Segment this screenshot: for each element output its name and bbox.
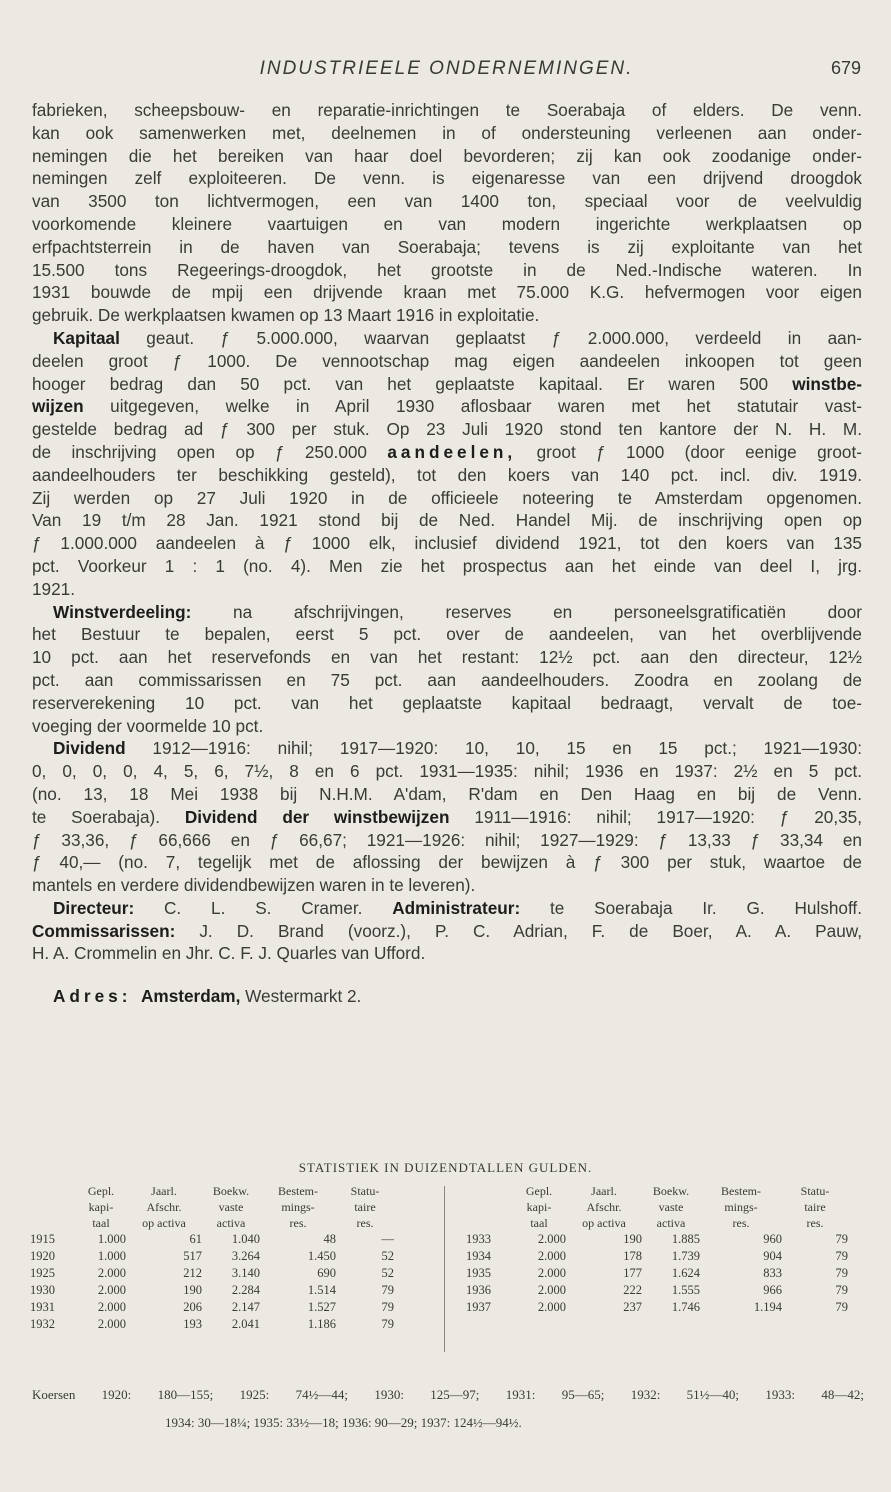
administrateur-heading: Administrateur: — [392, 897, 521, 918]
year-cell: 1935 — [466, 1266, 491, 1280]
value-cell: 52 — [381, 1266, 394, 1280]
column-header: op activa — [142, 1216, 186, 1230]
header-year-blank — [466, 1199, 512, 1215]
header-year-blank — [30, 1215, 76, 1231]
value-cell: 1.555 — [671, 1283, 700, 1297]
text-line: ƒ 1.000.000 aandeelen à ƒ 1000 elk, inclusief dividend 1921, tot den koers van 135 — [32, 533, 862, 554]
table-row — [466, 1231, 848, 1248]
koersen-line: 1934: 30—18¼; 1935: 33½—18; 1936: 90—29; 1937: 124½—94½. — [165, 1415, 522, 1430]
value-cell: 1.514 — [307, 1283, 336, 1297]
column-header: taal — [92, 1216, 110, 1230]
table-row — [466, 1299, 848, 1316]
column-header: res. — [289, 1216, 307, 1230]
text-line: 10 pct. aan het reservefonds en van het restant: 12½ pct. aan den directeur, 12½ — [32, 647, 862, 668]
text-span: hooger bedrag dan 50 pct. van het geplaatste kapitaal. Er waren 500 — [32, 373, 793, 394]
value-cell: 833 — [763, 1266, 782, 1280]
value-cell: 1.186 — [307, 1317, 336, 1331]
value-cell: 690 — [317, 1266, 336, 1280]
column-header: res. — [806, 1216, 824, 1230]
value-cell: 2.000 — [537, 1232, 566, 1246]
text-line: gestelde bedrag ad ƒ 300 per stuk. Op 23 Juli 1920 stond ten kantore der N. H. M. — [32, 419, 862, 440]
year-cell: 1936 — [466, 1283, 491, 1297]
column-header: Afschr. — [586, 1200, 622, 1214]
value-cell: 2.000 — [97, 1317, 126, 1331]
year-cell: 1915 — [30, 1232, 55, 1246]
value-cell: 2.000 — [537, 1249, 566, 1263]
text-span: uitgegeven, welke in April 1930 aflosbaar waren met het statutair vast- — [83, 396, 862, 417]
commissarissen-heading: Commissarissen: — [32, 920, 176, 941]
winstbewijzen-term: winstbe- — [792, 373, 862, 394]
header-year-blank — [466, 1183, 512, 1199]
text-line: fabrieken, scheepsbouw- en reparatie-inrichtingen te Soerabaja of elders. De venn. — [32, 100, 862, 120]
value-cell: 190 — [183, 1283, 202, 1297]
text-line: 1921. — [32, 578, 76, 599]
value-cell: 2.000 — [537, 1283, 566, 1297]
value-cell: 960 — [763, 1232, 782, 1246]
directeur-heading: Directeur: — [53, 897, 135, 918]
value-cell: 904 — [763, 1249, 782, 1263]
text-span: 1912—1916: nihil; 1917—1920: 10, 10, 15 en 15 pct.; 1921—1930: — [125, 738, 862, 759]
text-span: J. D. Brand (voorz.), P. C. Adrian, F. de Boer, A. A. Pauw, — [175, 920, 862, 941]
value-cell: 212 — [183, 1266, 202, 1280]
table-row — [466, 1248, 848, 1265]
value-cell: 1.885 — [671, 1232, 700, 1246]
value-cell: 52 — [381, 1249, 394, 1263]
value-cell: 79 — [381, 1283, 394, 1297]
text-span: groot ƒ 1000 (door eenige groot- — [516, 441, 862, 462]
column-header: vaste — [658, 1200, 684, 1214]
column-header: taire — [804, 1200, 826, 1214]
koersen-line: Koersen 1920: 180—155; 1925: 74½—44; 1930: 125—97; 1931: 95—65; 1932: 51½—40; 1933: 48—42; — [32, 1387, 864, 1402]
text-line: kan ook samenwerken met, deelnemen in of ondersteuning verleenen aan onder- — [32, 122, 862, 143]
value-cell: 2.147 — [231, 1300, 260, 1314]
column-header: activa — [216, 1216, 246, 1230]
text-line: gebruik. De werkplaatsen kwamen op 13 Maart 1916 in exploitatie. — [32, 305, 540, 326]
table-row — [30, 1265, 394, 1282]
header-year-blank — [466, 1215, 512, 1231]
text-line — [32, 806, 862, 829]
value-cell: 2.284 — [231, 1283, 260, 1297]
value-cell: 190 — [623, 1232, 642, 1246]
column-header: taal — [530, 1216, 548, 1230]
table-row — [30, 1231, 394, 1248]
running-title: INDUSTRIEELE ONDERNEMINGEN. — [259, 58, 634, 79]
table-row — [30, 1299, 394, 1316]
value-cell: 2.000 — [97, 1300, 126, 1314]
kapitaal-paragraph-start — [32, 327, 862, 350]
column-header: Afschr. — [146, 1200, 182, 1214]
dividend-winstbewijzen-heading: Dividend der winstbewijzen — [184, 806, 450, 827]
value-cell: 206 — [183, 1300, 202, 1314]
value-cell: 1.450 — [307, 1249, 336, 1263]
column-header: res. — [732, 1216, 750, 1230]
winstverdeeling-heading: Winstverdeeling: — [53, 601, 192, 622]
value-cell: 2.000 — [537, 1300, 566, 1314]
column-header: vaste — [218, 1200, 244, 1214]
value-cell: 1.624 — [671, 1266, 700, 1280]
text-span: te Soerabaja Ir. G. Hulshoff. — [520, 897, 862, 918]
column-header: Statu- — [350, 1184, 380, 1198]
column-header: Boekw. — [212, 1184, 250, 1198]
value-cell: 517 — [183, 1249, 202, 1263]
page-header — [32, 58, 861, 88]
value-cell: 2.000 — [537, 1266, 566, 1280]
column-header: mings- — [281, 1200, 315, 1214]
value-cell: 79 — [381, 1317, 394, 1331]
text-line: pct. Voorkeur 1 : 1 (no. 4). Men zie het prospectus aan het einde van deel I, jrg. — [32, 555, 862, 576]
text-span: C. L. S. Cramer. — [134, 897, 393, 918]
table-row — [30, 1316, 394, 1333]
value-cell: 178 — [623, 1249, 642, 1263]
value-cell: 222 — [623, 1283, 642, 1297]
value-cell: 1.194 — [753, 1300, 782, 1314]
value-cell: 1.527 — [307, 1300, 336, 1314]
column-header: Gepl. — [525, 1184, 553, 1198]
text-line: voeging der voormelde 10 pct. — [32, 715, 264, 736]
year-cell: 1937 — [466, 1300, 491, 1314]
dividend-heading: Dividend — [53, 738, 126, 759]
column-header: Jaarl. — [591, 1184, 617, 1198]
dividend-paragraph-start — [32, 737, 862, 760]
text-line: Van 19 t/m 28 Jan. 1921 stond bij de Ned. Handel Mij. de inschrijving open op — [32, 510, 862, 531]
column-header: mings- — [724, 1200, 758, 1214]
value-cell: 79 — [835, 1266, 848, 1280]
adres-street: Westermarkt 2. — [240, 986, 362, 1007]
text-line: aandeelhouders ter beschikking gesteld), tot den koers van 140 pct. incl. div. 1919. — [32, 464, 862, 485]
value-cell: 1.000 — [97, 1232, 126, 1246]
value-cell: 61 — [189, 1232, 202, 1246]
value-cell: 3.264 — [231, 1249, 260, 1263]
value-cell: 79 — [835, 1249, 848, 1263]
text-line: reserverekening 10 pct. van het geplaatste kapitaal bedraagt, vervalt de toe- — [32, 692, 862, 713]
text-line: H. A. Crommelin en Jhr. C. F. J. Quarles van Ufford. — [32, 943, 426, 964]
text-line: ƒ 33,36, ƒ 66,666 en ƒ 66,67; 1921—1926: nihil; 1927—1929: ƒ 13,33 ƒ 33,34 en — [32, 829, 862, 850]
page-number: 679 — [830, 58, 861, 78]
text-line: mantels en verdere dividendbewijzen waren in te leveren). — [32, 875, 476, 896]
text-line: ƒ 40,— (no. 7, tegelijk met de aflossing der bewijzen à ƒ 300 per stuk, waartoe de — [32, 852, 862, 873]
header-year-blank — [30, 1199, 76, 1215]
adres-line — [32, 985, 862, 1008]
article-text — [32, 99, 862, 1008]
year-cell: 1933 — [466, 1232, 491, 1246]
text-line: pct. aan commissarissen en 75 pct. aan aandeelhouders. Zoodra en zoolang de — [32, 669, 862, 690]
kapitaal-heading: Kapitaal — [53, 327, 120, 348]
value-cell: 3.140 — [231, 1266, 260, 1280]
koersen-block — [32, 1384, 864, 1434]
text-line: nemingen zelf exploiteeren. De venn. is eigenaresse van een drijvend droogdok — [32, 168, 862, 189]
directeur-line — [32, 897, 862, 920]
value-cell: 79 — [835, 1232, 848, 1246]
column-header: kapi- — [526, 1200, 552, 1214]
column-header: Bestem- — [721, 1184, 761, 1198]
value-cell: 2.000 — [97, 1283, 126, 1297]
text-line — [32, 441, 862, 464]
winstverdeeling-paragraph-start — [32, 601, 862, 624]
text-span: de inschrijving open op ƒ 250.000 — [32, 441, 388, 462]
header-year-blank — [30, 1183, 76, 1199]
aandeelen-term: aandeelen, — [387, 441, 517, 462]
value-cell: 79 — [835, 1300, 848, 1314]
text-line: deelen groot ƒ 1000. De vennootschap mag eigen aandeelen inkoopen tot geen — [32, 350, 862, 371]
text-line — [32, 373, 862, 396]
value-cell: 1.746 — [671, 1300, 700, 1314]
table-row — [30, 1248, 394, 1265]
year-cell: 1920 — [30, 1249, 55, 1263]
adres-heading: Adres: — [53, 986, 132, 1007]
table-divider — [444, 1186, 445, 1352]
column-header: op activa — [582, 1216, 626, 1230]
value-cell: 2.041 — [231, 1317, 260, 1331]
year-cell: 1932 — [30, 1317, 55, 1331]
column-header: Boekw. — [652, 1184, 690, 1198]
text-line — [32, 395, 862, 418]
column-header: Jaarl. — [151, 1184, 177, 1198]
value-cell: 177 — [623, 1266, 642, 1280]
column-header: Statu- — [800, 1184, 830, 1198]
value-cell: 2.000 — [97, 1266, 126, 1280]
table-row — [466, 1282, 848, 1299]
value-cell: 1.000 — [97, 1249, 126, 1263]
text-span: te Soerabaja). — [32, 806, 185, 827]
text-span: 1911—1916: nihil; 1917—1920: ƒ 20,35, — [449, 806, 862, 827]
text-line: het Bestuur te bepalen, eerst 5 pct. over de aandeelen, van het overblijvende — [32, 624, 862, 645]
value-cell: 966 — [763, 1283, 782, 1297]
year-cell: 1931 — [30, 1300, 55, 1314]
value-cell: 1.739 — [671, 1249, 700, 1263]
adres-city: Amsterdam, — [141, 986, 241, 1007]
value-cell: 237 — [623, 1300, 642, 1314]
winstbewijzen-term: wijzen — [32, 396, 84, 417]
text-line: nemingen die het bereiken van haar doel bevorderen; zij kan ook zoodanige onder- — [32, 145, 862, 166]
year-cell: 1934 — [466, 1249, 491, 1263]
text-span: geaut. ƒ 5.000.000, waarvan geplaatst ƒ 2.000.000, verdeeld in aan- — [119, 327, 862, 348]
commissarissen-line — [32, 920, 862, 943]
table-row — [30, 1282, 394, 1299]
column-header: res. — [356, 1216, 374, 1230]
column-header: kapi- — [88, 1200, 114, 1214]
text-span: na afschrijvingen, reserves en personeelsgratificatiën door — [191, 601, 862, 622]
column-header: taire — [354, 1200, 376, 1214]
year-cell: 1925 — [30, 1266, 55, 1280]
value-cell: 79 — [835, 1283, 848, 1297]
statistiek-table-right — [466, 1183, 848, 1316]
column-header: Bestem- — [278, 1184, 318, 1198]
text-line: 1931 bouwde de mpij een drijvende kraan met 75.000 K.G. hefvermogen voor eigen — [32, 282, 862, 303]
text-line: Zij werden op 27 Juli 1920 in de officieele noteering te Amsterdam opgenomen. — [32, 487, 862, 508]
text-line: (no. 13, 18 Mei 1938 bij N.H.M. A'dam, R'dam en Den Haag en bij de Venn. — [32, 783, 862, 804]
value-cell: 1.040 — [231, 1232, 260, 1246]
value-cell: — — [381, 1232, 394, 1246]
column-header: activa — [656, 1216, 686, 1230]
table-row — [466, 1265, 848, 1282]
value-cell: 79 — [381, 1300, 394, 1314]
text-line: van 3500 ton lichtvermogen, een van 1400 ton, speciaal voor de veelvuldig — [32, 191, 862, 212]
text-line: voorkomende kleinere vaartuigen en van modern ingerichte werkplaatsen op — [32, 213, 862, 234]
value-cell: 193 — [183, 1317, 202, 1331]
text-line: 0, 0, 0, 0, 4, 5, 6, 7½, 8 en 6 pct. 1931—1935: nihil; 1936 en 1937: 2½ en 5 pct. — [32, 761, 862, 782]
text-line: erfpachtsterrein in de haven van Soerabaja; tevens is zij exploitante van het — [32, 236, 862, 257]
value-cell: 48 — [323, 1232, 336, 1246]
column-header: Gepl. — [87, 1184, 115, 1198]
year-cell: 1930 — [30, 1283, 55, 1297]
statistiek-table-left — [30, 1183, 394, 1333]
text-line: 15.500 tons Regeerings-droogdok, het grootste in de Ned.-Indische wateren. In — [32, 259, 862, 280]
statistiek-title: STATISTIEK IN DUIZENDTALLEN GULDEN. — [298, 1160, 593, 1175]
